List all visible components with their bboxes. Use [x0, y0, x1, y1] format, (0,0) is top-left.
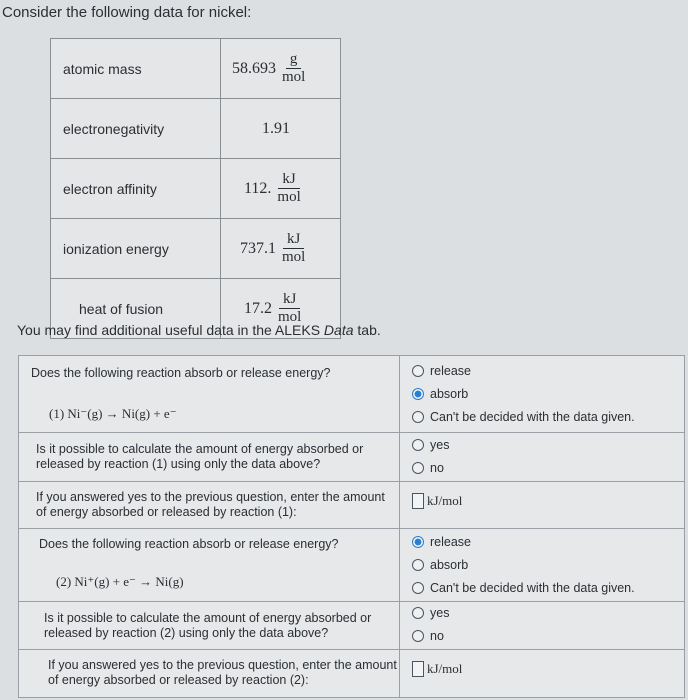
q2-option-absorb[interactable]: absorb	[412, 558, 468, 572]
radio-icon[interactable]	[412, 411, 424, 423]
q2-calc-no[interactable]: no	[412, 629, 444, 643]
radio-icon[interactable]	[412, 462, 424, 474]
q2-calc-yes[interactable]: yes	[412, 606, 449, 620]
unit-denominator: mol	[278, 309, 302, 325]
unit-numerator: g	[286, 51, 302, 69]
answer-input[interactable]	[412, 493, 424, 509]
table-row	[51, 39, 341, 99]
row-label: electron affinity	[51, 159, 221, 219]
row-value: 58.693	[232, 59, 276, 77]
q1-reaction: (1) Ni⁻(g) → Ni(g) + e⁻	[49, 406, 177, 421]
row-label: heat of fusion	[51, 279, 221, 339]
intro-heading: Consider the following data for nickel:	[2, 4, 252, 21]
unit-fraction	[282, 51, 305, 86]
unit-fraction	[278, 291, 301, 326]
q1-calc-no[interactable]: no	[412, 461, 444, 475]
answer-input[interactable]	[412, 661, 424, 677]
table-row	[51, 219, 341, 279]
radio-icon[interactable]	[412, 439, 424, 451]
q1-enter-question: If you answered yes to the previous question, enter the amount of energy absorbed or released by reaction (1):	[36, 490, 385, 519]
q1-option-absorb[interactable]: absorb	[412, 387, 468, 401]
radio-icon[interactable]	[412, 630, 424, 642]
q2-question: Does the following reaction absorb or release energy?	[39, 537, 339, 551]
q2-reaction: (2) Ni⁺(g) + e⁻ → Ni(g)	[56, 574, 184, 589]
radio-selected-icon[interactable]	[412, 388, 424, 400]
unit-denominator: mol	[282, 249, 306, 265]
data-tab-note: You may find additional useful data in the ALEKS Data tab.	[17, 322, 381, 338]
q2-answer-field[interactable]: kJ/mol	[412, 661, 462, 677]
q1-option-release[interactable]: release	[412, 364, 471, 378]
q1-calc-question: Is it possible to calculate the amount of energy absorbed or released by reaction (1) using only the data above?	[36, 442, 364, 471]
question-2-panel	[18, 528, 685, 698]
row-label: atomic mass	[51, 39, 221, 99]
table-row	[51, 159, 341, 219]
unit-fraction	[277, 171, 300, 206]
radio-icon[interactable]	[412, 559, 424, 571]
unit-numerator: kJ	[283, 231, 304, 249]
radio-icon[interactable]	[412, 365, 424, 377]
row-label: ionization energy	[51, 219, 221, 279]
q2-enter-question: If you answered yes to the previous question, enter the amount of energy absorbed or released by reaction (2):	[48, 658, 397, 687]
table-row	[51, 99, 341, 159]
q2-option-release[interactable]: release	[412, 535, 471, 549]
row-value: 112.	[244, 179, 272, 197]
unit-fraction	[282, 231, 305, 266]
q1-option-cant-decide[interactable]: Can't be decided with the data given.	[412, 410, 635, 424]
row-label: electronegativity	[51, 99, 221, 159]
q1-answer-field[interactable]: kJ/mol	[412, 493, 462, 509]
question-1-panel	[18, 355, 685, 530]
unit-denominator: mol	[282, 69, 306, 85]
row-value: 737.1	[240, 239, 276, 257]
unit-numerator: kJ	[278, 171, 299, 189]
radio-icon[interactable]	[412, 607, 424, 619]
q1-calc-yes[interactable]: yes	[412, 438, 449, 452]
row-value: 17.2	[244, 299, 272, 317]
radio-selected-icon[interactable]	[412, 536, 424, 548]
q1-question: Does the following reaction absorb or release energy?	[31, 366, 331, 380]
unit-denominator: mol	[277, 189, 301, 205]
nickel-data-table	[50, 38, 341, 339]
q2-option-cant-decide[interactable]: Can't be decided with the data given.	[412, 581, 635, 595]
radio-icon[interactable]	[412, 582, 424, 594]
q2-calc-question: Is it possible to calculate the amount of energy absorbed or released by reaction (2) using only the data above?	[44, 611, 372, 640]
unit-numerator: kJ	[279, 291, 300, 309]
row-value: 1.91	[262, 119, 290, 137]
